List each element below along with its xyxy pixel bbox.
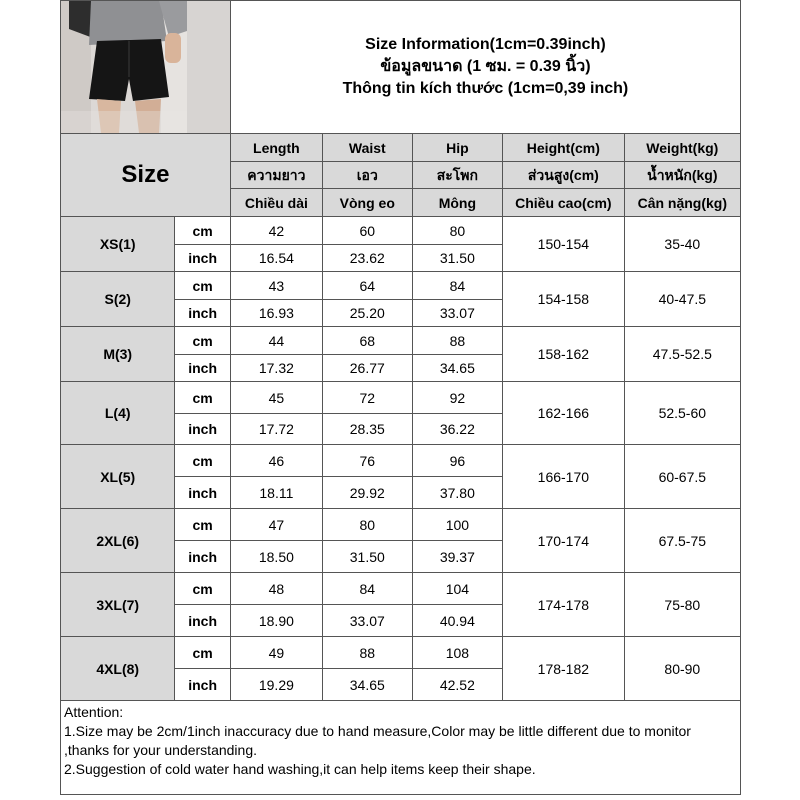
size-label: XS(1) — [61, 217, 175, 272]
measurement-inch: 18.11 — [230, 477, 322, 509]
height-range: 150-154 — [503, 217, 625, 272]
column-header-th: ความยาว — [230, 162, 322, 189]
measurement-inch: 29.92 — [322, 477, 412, 509]
column-header-vi: Mông — [412, 189, 502, 217]
product-photo-shorts-icon — [61, 1, 187, 133]
measurement-cm: 64 — [322, 272, 412, 300]
column-header-vi: Cân nặng(kg) — [624, 189, 740, 217]
measurement-cm: 48 — [230, 573, 322, 605]
measurement-cm: 92 — [412, 382, 502, 414]
measurement-cm: 46 — [230, 445, 322, 477]
size-table — [60, 0, 741, 795]
height-range: 162-166 — [503, 382, 625, 445]
table-row — [61, 217, 741, 245]
column-header-th: ส่วนสูง(cm) — [503, 162, 625, 189]
measurement-inch: 42.52 — [412, 669, 502, 701]
weight-range: 67.5-75 — [624, 509, 740, 573]
measurement-inch: 25.20 — [322, 300, 412, 327]
measurement-cm: 80 — [412, 217, 502, 245]
measurement-inch: 23.62 — [322, 245, 412, 272]
table-row — [61, 382, 741, 414]
measurement-inch: 40.94 — [412, 605, 502, 637]
measurement-inch: 17.72 — [230, 414, 322, 445]
measurement-cm: 96 — [412, 445, 502, 477]
weight-range: 75-80 — [624, 573, 740, 637]
size-header: Size — [61, 134, 231, 217]
measurement-cm: 49 — [230, 637, 322, 669]
attention-note — [61, 701, 741, 795]
unit-label-inch: inch — [175, 477, 230, 509]
product-photo — [61, 1, 231, 134]
table-row — [61, 573, 741, 605]
height-range: 174-178 — [503, 573, 625, 637]
measurement-inch: 31.50 — [322, 541, 412, 573]
title-line-vi: Thông tin kích thước (1cm=0,39 inch) — [342, 80, 629, 97]
measurement-cm: 45 — [230, 382, 322, 414]
measurement-cm: 84 — [412, 272, 502, 300]
size-label: 2XL(6) — [61, 509, 175, 573]
height-range: 170-174 — [503, 509, 625, 573]
measurement-cm: 42 — [230, 217, 322, 245]
measurement-cm: 76 — [322, 445, 412, 477]
measurement-cm: 108 — [412, 637, 502, 669]
measurement-inch: 33.07 — [412, 300, 502, 327]
measurement-cm: 44 — [230, 327, 322, 355]
height-range: 166-170 — [503, 445, 625, 509]
size-label: 4XL(8) — [61, 637, 175, 701]
size-info-title — [230, 1, 740, 134]
size-label: S(2) — [61, 272, 175, 327]
measurement-inch: 16.93 — [230, 300, 322, 327]
column-header-vi: Vòng eo — [322, 189, 412, 217]
measurement-cm: 68 — [322, 327, 412, 355]
unit-label-cm: cm — [175, 272, 230, 300]
column-header-th: น้ำหนัก(kg) — [624, 162, 740, 189]
measurement-inch: 37.80 — [412, 477, 502, 509]
measurement-inch: 39.37 — [412, 541, 502, 573]
unit-label-cm: cm — [175, 382, 230, 414]
attention-line: ,thanks for your understanding. — [64, 742, 258, 758]
measurement-inch: 17.32 — [230, 355, 322, 382]
unit-label-inch: inch — [175, 541, 230, 573]
size-label: L(4) — [61, 382, 175, 445]
attention-line: 1.Size may be 2cm/1inch inaccuracy due to hand measure,Color may be little different due to monitor — [64, 723, 691, 739]
unit-label-inch: inch — [175, 414, 230, 445]
column-header-en: Height(cm) — [503, 134, 625, 162]
column-header-vi: Chiều dài — [230, 189, 322, 217]
measurement-cm: 104 — [412, 573, 502, 605]
measurement-inch: 34.65 — [322, 669, 412, 701]
size-label: M(3) — [61, 327, 175, 382]
attention-line: 2.Suggestion of cold water hand washing,it can help items keep their shape. — [64, 761, 536, 777]
measurement-cm: 60 — [322, 217, 412, 245]
column-header-vi: Chiều cao(cm) — [503, 189, 625, 217]
height-range: 154-158 — [503, 272, 625, 327]
table-row — [61, 327, 741, 355]
measurement-cm: 72 — [322, 382, 412, 414]
measurement-cm: 88 — [322, 637, 412, 669]
measurement-inch: 26.77 — [322, 355, 412, 382]
measurement-inch: 16.54 — [230, 245, 322, 272]
column-header-en: Weight(kg) — [624, 134, 740, 162]
measurement-inch: 28.35 — [322, 414, 412, 445]
weight-range: 60-67.5 — [624, 445, 740, 509]
size-label: 3XL(7) — [61, 573, 175, 637]
height-range: 178-182 — [503, 637, 625, 701]
measurement-inch: 31.50 — [412, 245, 502, 272]
column-header-en: Hip — [412, 134, 502, 162]
title-line-th: ข้อมูลขนาด (1 ซม. = 0.39 นิ้ว) — [380, 58, 591, 75]
table-row — [61, 637, 741, 669]
measurement-cm: 47 — [230, 509, 322, 541]
unit-label-inch: inch — [175, 245, 230, 272]
measurement-inch: 34.65 — [412, 355, 502, 382]
title-line-en: Size Information(1cm=0.39inch) — [365, 36, 606, 53]
table-row — [61, 445, 741, 477]
size-chart — [60, 0, 741, 798]
measurement-inch: 18.50 — [230, 541, 322, 573]
height-range: 158-162 — [503, 327, 625, 382]
measurement-inch: 33.07 — [322, 605, 412, 637]
attention-line: Attention: — [64, 704, 124, 720]
measurement-cm: 43 — [230, 272, 322, 300]
measurement-inch: 36.22 — [412, 414, 502, 445]
unit-label-cm: cm — [175, 217, 230, 245]
size-label: XL(5) — [61, 445, 175, 509]
weight-range: 47.5-52.5 — [624, 327, 740, 382]
weight-range: 40-47.5 — [624, 272, 740, 327]
column-header-en: Waist — [322, 134, 412, 162]
unit-label-cm: cm — [175, 509, 230, 541]
unit-label-cm: cm — [175, 327, 230, 355]
unit-label-inch: inch — [175, 355, 230, 382]
measurement-inch: 19.29 — [230, 669, 322, 701]
column-header-en: Length — [230, 134, 322, 162]
measurement-cm: 80 — [322, 509, 412, 541]
table-row — [61, 272, 741, 300]
unit-label-cm: cm — [175, 637, 230, 669]
weight-range: 52.5-60 — [624, 382, 740, 445]
weight-range: 35-40 — [624, 217, 740, 272]
table-row — [61, 509, 741, 541]
measurement-cm: 84 — [322, 573, 412, 605]
measurement-cm: 100 — [412, 509, 502, 541]
unit-label-cm: cm — [175, 573, 230, 605]
column-header-th: สะโพก — [412, 162, 502, 189]
unit-label-inch: inch — [175, 605, 230, 637]
unit-label-cm: cm — [175, 445, 230, 477]
column-header-th: เอว — [322, 162, 412, 189]
weight-range: 80-90 — [624, 637, 740, 701]
measurement-inch: 18.90 — [230, 605, 322, 637]
measurement-cm: 88 — [412, 327, 502, 355]
unit-label-inch: inch — [175, 669, 230, 701]
unit-label-inch: inch — [175, 300, 230, 327]
